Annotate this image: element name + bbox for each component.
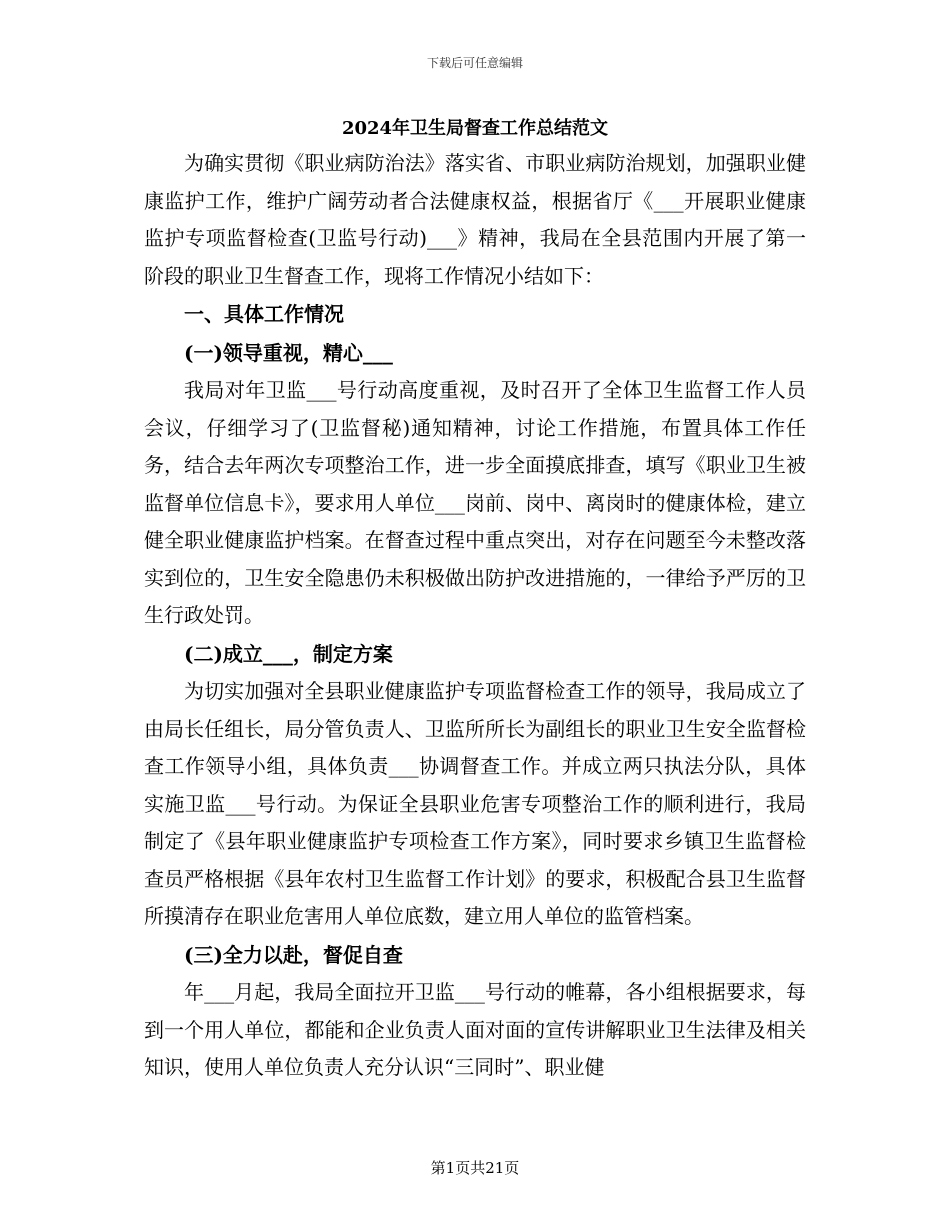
intro-paragraph: 为确实贯彻《职业病防治法》落实省、市职业病防治规划，加强职业健康监护工作，维护广阔劳动者合法健康权益，根据省厅《___开展职业健康监护专项监督检查(卫监号行动)___》精神，我局在全县范围内开展了第一阶段的职业卫生督查工作，现将工作情况小结如下： [144,151,806,288]
subsection-1-heading: (一)领导重视，精心___ [184,340,393,365]
subsection-3-heading: (三)全力以赴，督促自查 [184,942,403,967]
document-title: 2024年卫生局督查工作总结范文 [341,118,609,139]
page-header-note: 下载后可任意编辑 [426,56,523,70]
document-body [144,112,806,1087]
subsection-3-paragraph: 年___月起，我局全面拉开卫监___号行动的帷幕，各小组根据要求，每到一个用人单位，都能和企业负责人面对面的宣传讲解职业卫生法律及相关知识，使用人单位负责人充分认识“三同时”、职业健 [144,980,806,1079]
page-number: 第1页共21页 [430,1159,520,1177]
section-1-heading: 一、具体工作情况 [184,302,344,326]
subsection-2-paragraph: 为切实加强对全县职业健康监护专项监督检查工作的领导，我局成立了由局长任组长，局分管负责人、卫监所所长为副组长的职业卫生安全监督检查工作领导小组，具体负责___协调督查工作。并成立两只执法分队，具体实施卫监___号行动。为保证全县职业危害专项整治工作的顺利进行，我局制定了《县年职业健康监护专项检查工作方案》，同时要求乡镇卫生监督检查员严格根据《县年农村卫生监督工作计划》的要求，积极配合县卫生监督所摸清存在职业危害用人单位底数，建立用人单位的监管档案。 [144,679,806,928]
subsection-1-paragraph: 我局对年卫监___号行动高度重视，及时召开了全体卫生监督工作人员会议，仔细学习了(卫监督秘)通知精神，讨论工作措施，布置具体工作任务，结合去年两次专项整治工作，进一步全面摸底排查，填写《职业卫生被监督单位信息卡》，要求用人单位___岗前、岗中、离岗时的健康体检，建立健全职业健康监护档案。在督查过程中重点突出，对存在问题至今未整改落实到位的，卫生安全隐患仍未积极做出防护改进措施的，一律给予严厉的卫生行政处罚。 [144,378,806,627]
subsection-2-heading: (二)成立___，制定方案 [184,641,393,666]
